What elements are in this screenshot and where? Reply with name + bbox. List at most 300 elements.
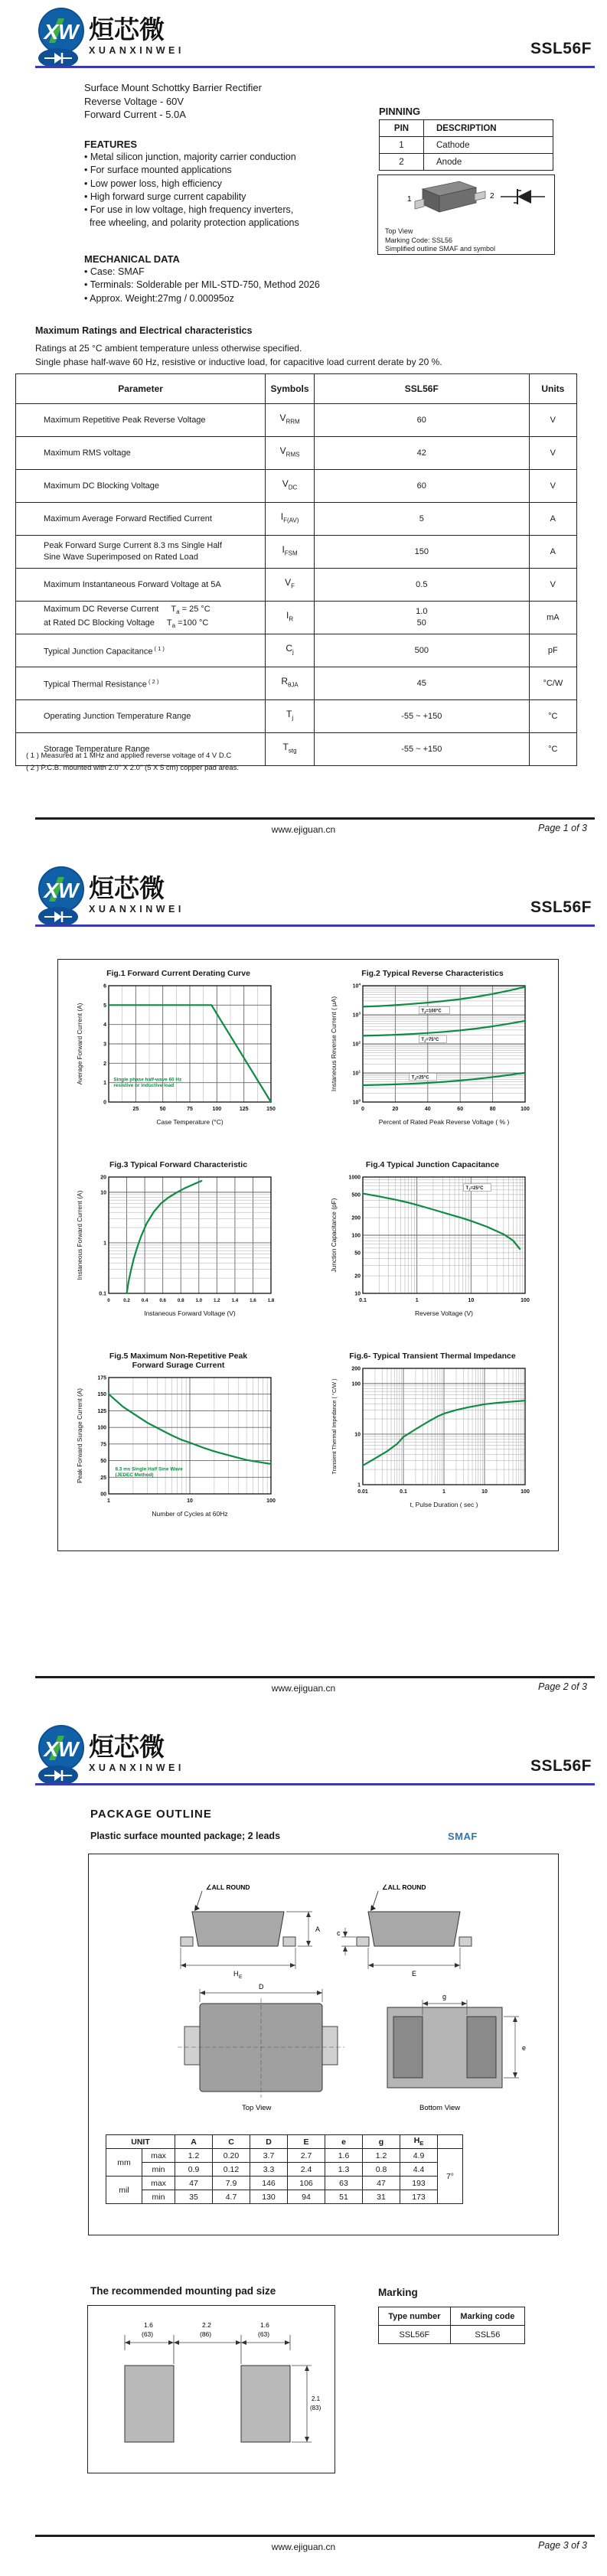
column-header: Symbols	[266, 374, 315, 404]
figure-plot	[329, 980, 536, 1127]
logo-en-text: XUANXINWEI	[89, 45, 184, 56]
minmax-cell: min	[142, 2190, 175, 2204]
table-row	[379, 2307, 525, 2326]
value-line: 60	[416, 481, 426, 491]
feature-item: • Metal silicon junction, majority carrier conduction	[84, 152, 296, 163]
dimension-value-cell: 1.2	[175, 2149, 213, 2163]
pin-cell: 1	[380, 137, 424, 154]
dimension-value-cell: 2.4	[288, 2163, 325, 2177]
description-cell: Anode	[424, 154, 553, 171]
column-header: Marking code	[450, 2307, 524, 2326]
dimension-value-cell: 0.8	[363, 2163, 400, 2177]
parameter-cell	[16, 634, 266, 667]
parameter-text: Operating Junction Temperature Range	[44, 711, 191, 721]
symbol-cell	[266, 700, 315, 733]
value-line: 500	[414, 645, 429, 655]
symbol-cell	[266, 569, 315, 602]
dimension-value-cell: 47	[175, 2177, 213, 2190]
svg-text:1: 1	[357, 1482, 361, 1489]
page-2	[0, 859, 607, 1717]
svg-text:3: 3	[103, 1042, 106, 1048]
symbol-cell	[266, 667, 315, 700]
logo-cn-text: 烜芯微	[89, 874, 165, 902]
svg-text:10: 10	[187, 1498, 193, 1504]
svg-text:0.1: 0.1	[400, 1489, 407, 1495]
svg-text:5: 5	[103, 1003, 106, 1009]
parameter-text: Typical Junction Capacitance	[44, 647, 153, 657]
svg-text:80: 80	[489, 1107, 496, 1112]
data-curve	[363, 986, 525, 1006]
parameter-text: Maximum Repetitive Peak Reverse Voltage	[44, 415, 206, 425]
figure-plot	[75, 1171, 282, 1318]
package-name: SMAF	[448, 1831, 478, 1842]
value-line: -55 ~ +150	[401, 711, 442, 721]
package-3d-icon	[415, 181, 485, 212]
symbol-text: $I_R$	[286, 610, 294, 623]
symbol-text: $V_{RRM}$	[279, 412, 300, 426]
pad-dim-value: 2.2	[202, 2321, 211, 2329]
parameter-text: Sine Wave Superimposed on Rated Load	[44, 553, 198, 562]
svg-text:50: 50	[354, 1251, 361, 1257]
package-outline-title: PACKAGE OUTLINE	[90, 1808, 212, 1821]
column-header: Type number	[379, 2307, 451, 2326]
parameter-cell	[16, 667, 266, 700]
svg-text:Peak Forward Surage Current (A: Peak Forward Surage Current (A)	[76, 1387, 83, 1484]
svg-text:60: 60	[457, 1107, 464, 1112]
chart-annotation: Single phase half-wave 60 Hz resistive or inductive load	[113, 1077, 182, 1089]
logo-graphic-icon	[35, 1723, 204, 1788]
figure-title	[329, 1352, 536, 1361]
company-logo	[35, 1723, 204, 1792]
subscript: RMS	[286, 451, 300, 458]
svg-text:1000: 1000	[348, 1175, 361, 1181]
all-round-label: ∠ALL ROUND	[206, 1883, 250, 1891]
figure-title	[329, 969, 536, 978]
mounting-pad-box	[87, 2305, 335, 2473]
unit-cell: V	[529, 569, 576, 602]
unit-cell: A	[529, 503, 576, 536]
svg-text:50: 50	[159, 1107, 166, 1112]
svg-text:6: 6	[103, 983, 106, 990]
svg-text:200: 200	[351, 1215, 361, 1221]
part-number: SSL56F	[530, 898, 592, 916]
symbol-text: $I_{F(AV)}$	[280, 511, 299, 524]
figure-fig1-forward-current-derating	[75, 969, 282, 1127]
dimensions-unit-table	[106, 2134, 463, 2204]
dim-e-label: e	[522, 2044, 527, 2052]
curve-label: $T_J=25^\circ C$	[465, 1185, 484, 1192]
symbol-cell	[266, 602, 315, 634]
svg-text:100: 100	[521, 1298, 530, 1303]
svg-text:50: 50	[100, 1459, 106, 1465]
condition-text: $T_a =100$ °C	[166, 618, 209, 630]
figure-plot	[329, 1362, 536, 1509]
feature-item: • For surface mounted applications	[84, 165, 232, 176]
features-title: FEATURES	[84, 139, 138, 150]
ratings-note: Single phase half-wave 60 Hz, resistive or inductive load, for capacitive load current derate by 20 %.	[35, 357, 442, 367]
svg-text:100: 100	[97, 1425, 106, 1431]
figure-title	[329, 1160, 536, 1169]
dimension-value-cell: 3.3	[250, 2163, 288, 2177]
description-cell: Cathode	[424, 137, 553, 154]
data-curve	[363, 1073, 525, 1085]
data-curve	[363, 1021, 525, 1036]
pin1-label: 1	[407, 195, 412, 204]
parameter-line	[44, 540, 262, 552]
svg-text:Instaneous Forward Voltage (V): Instaneous Forward Voltage (V)	[144, 1309, 236, 1317]
minmax-cell: max	[142, 2177, 175, 2190]
value-line: 5	[419, 514, 424, 523]
value-cell	[314, 700, 529, 733]
parameter-line	[44, 415, 262, 426]
value-line: 60	[416, 415, 426, 425]
svg-text:102: $10^2$	[352, 1040, 361, 1048]
value-cell	[314, 634, 529, 667]
svg-text:20: 20	[392, 1107, 399, 1112]
footer-website: www.ejiguan.cn	[271, 2542, 336, 2552]
curve-label: $T_J=25^\circ C$	[411, 1075, 429, 1081]
svg-text:0: 0	[107, 1298, 110, 1303]
bottom-view-caption: Bottom View	[419, 2104, 461, 2112]
parameter-line	[44, 676, 262, 691]
value-cell	[314, 733, 529, 766]
figure-title-line: Fig.1 Forward Current Derating Curve	[106, 969, 250, 978]
svg-text:100: 100	[212, 1107, 222, 1112]
subscript: RRM	[286, 418, 300, 426]
parameter-text: Maximum DC Blocking Voltage	[44, 481, 160, 491]
symbol-text: $V_{RMS}$	[279, 445, 300, 458]
value-line: 0.5	[416, 579, 428, 589]
dimension-value-cell: 1.3	[325, 2163, 363, 2177]
subscript: FSM	[284, 549, 298, 557]
fig4-typical-junction-capacitance	[329, 1171, 536, 1318]
svg-text:200: 200	[351, 1366, 361, 1372]
svg-text:125: 125	[239, 1107, 249, 1112]
svg-text:150: 150	[266, 1107, 276, 1112]
svg-text:1: 1	[107, 1498, 110, 1504]
svg-text:125: 125	[97, 1408, 106, 1414]
parameter-cell	[16, 470, 266, 503]
value-cell	[314, 470, 529, 503]
symbol-text: $C_j$	[286, 643, 294, 656]
figure-title	[75, 969, 282, 978]
symbol-text: $R_{\theta JA}$	[281, 676, 299, 689]
part-number: SSL56F	[530, 1757, 592, 1775]
dimension-value-cell: 4.4	[400, 2163, 438, 2177]
symbol-cell	[266, 503, 315, 536]
svg-text:10: 10	[481, 1489, 488, 1495]
symbol-cell	[266, 404, 315, 437]
dimension-value-cell: 1.6	[325, 2149, 363, 2163]
table-row	[16, 536, 577, 569]
svg-text:100: 100	[351, 1381, 361, 1387]
table-row	[16, 470, 577, 503]
subscript: a	[171, 622, 176, 630]
fig1-forward-current-derating	[75, 980, 282, 1127]
diode-symbol-icon	[501, 189, 545, 204]
symbol-text: $I_{FSM}$	[282, 544, 298, 557]
value-line: 50	[416, 618, 426, 628]
dimension-value-cell: 173	[400, 2190, 438, 2204]
fig6-transient-thermal-impedance	[329, 1362, 536, 1509]
dimension-value-cell: 7.9	[213, 2177, 250, 2190]
dimension-value-cell: 63	[325, 2177, 363, 2190]
table-row	[106, 2163, 463, 2177]
parameter-cell	[16, 536, 266, 569]
parameter-text: at Rated DC Blocking Voltage	[44, 618, 155, 628]
minmax-cell: min	[142, 2163, 175, 2177]
svg-text:1: 1	[415, 1298, 419, 1303]
svg-text:XW: XW	[44, 879, 79, 902]
symbol-cell	[266, 470, 315, 503]
page-1	[0, 0, 607, 859]
svg-text:00: 00	[100, 1492, 106, 1498]
table-row	[16, 700, 577, 733]
fig5-max-non-repetitive-surge	[75, 1371, 282, 1518]
svg-text:1.0: 1.0	[195, 1298, 203, 1303]
column-header: PIN	[380, 120, 424, 137]
dim-A-label: A	[315, 1925, 321, 1933]
svg-text:0.1: 0.1	[359, 1298, 367, 1303]
value-line: 42	[416, 448, 426, 458]
pin-cell: 2	[380, 154, 424, 171]
parameter-text: Maximum Instantaneous Forward Voltage at 5A	[44, 579, 221, 589]
svg-text:Junction Capacitance (pF): Junction Capacitance (pF)	[330, 1198, 338, 1273]
dimension-value-cell: 4.9	[400, 2149, 438, 2163]
svg-text:Average Forward Current (A): Average Forward Current (A)	[76, 1003, 83, 1085]
symbol-text: $T_j$	[286, 709, 294, 722]
package-caption-line: Top View	[385, 227, 413, 235]
feature-item: • For use in low voltage, high frequency inverters,	[84, 204, 294, 216]
chart-annotation: 8.3 ms Single Half Sine Wave (JEDEC Method)	[115, 1466, 183, 1479]
svg-text:Percent of Rated Peak Reverse: Percent of Rated Peak Reverse Voltage ( % )	[378, 1118, 510, 1126]
parameter-cell	[16, 437, 266, 470]
subscript: F	[291, 582, 295, 590]
svg-text:10: 10	[100, 1190, 106, 1196]
logo-en-text: XUANXINWEI	[89, 1762, 184, 1773]
mechanical-data-item: • Terminals: Solderable per MIL-STD-750, Method 2026	[84, 279, 320, 291]
value-cell	[314, 569, 529, 602]
svg-text:20: 20	[354, 1273, 361, 1280]
parameter-text: Storage Temperature Range	[44, 744, 150, 754]
parameter-line	[44, 552, 262, 563]
parameter-text: Maximum Average Forward Rectified Current	[44, 514, 212, 523]
figure-fig5-max-non-repetitive-surge	[75, 1352, 282, 1518]
unit-cell: °C	[529, 700, 576, 733]
footer-page-number: Page 3 of 3	[538, 2540, 587, 2551]
figure-plot	[75, 1371, 282, 1518]
dimension-value-cell: 31	[363, 2190, 400, 2204]
svg-text:25: 25	[132, 1107, 139, 1112]
dimension-value-cell: 0.9	[175, 2163, 213, 2177]
svg-text:20: 20	[100, 1175, 106, 1181]
svg-text:103: $10^3$	[352, 1011, 361, 1019]
figure-plot	[329, 1171, 536, 1318]
description-line: Reverse Voltage - 60V	[84, 95, 184, 107]
svg-text:100: 100	[266, 1498, 276, 1504]
unit-cell: V	[529, 404, 576, 437]
table-row	[16, 404, 577, 437]
table-row	[106, 2149, 463, 2163]
figure-title-line: Fig.2 Typical Reverse Characteristics	[361, 969, 504, 978]
logo-graphic-icon	[35, 865, 204, 929]
table-row	[106, 2135, 463, 2149]
table-row	[380, 154, 553, 171]
table-row	[16, 437, 577, 470]
all-round-label: ∠ALL ROUND	[382, 1883, 426, 1891]
figure-title	[75, 1160, 282, 1169]
dimension-value-cell: 0.20	[213, 2149, 250, 2163]
description-line: Forward Current - 5.0A	[84, 109, 186, 120]
svg-text:100: 100	[521, 1107, 530, 1112]
marking-title: Marking	[378, 2287, 418, 2298]
logo-cn-text: 烜芯微	[89, 15, 165, 44]
pad-dim-value: 1.6	[260, 2321, 269, 2329]
svg-text:1.8: 1.8	[267, 1298, 275, 1303]
subscript: θJA	[287, 681, 299, 689]
logo-cn-text: 烜芯微	[89, 1733, 165, 1761]
footnote-2: ( 2 ) P.C.B. mounted with 2.0" X 2.0" (5 X 5 cm) copper pad areas.	[26, 764, 239, 772]
theta-column-header	[438, 2135, 463, 2149]
unit-corner-header: UNIT	[106, 2135, 175, 2149]
company-logo	[35, 6, 204, 74]
dimension-value-cell: 130	[250, 2190, 288, 2204]
svg-text:10: 10	[468, 1298, 475, 1303]
dimension-value-cell: 94	[288, 2190, 325, 2204]
marking-cell: SSL56F	[379, 2326, 451, 2344]
curve-label: $T_J=75^\circ C$	[421, 1037, 439, 1043]
svg-text:500: 500	[351, 1192, 361, 1198]
footer-rule	[35, 1676, 595, 1678]
subscript: stg	[288, 747, 297, 755]
table-row	[16, 503, 577, 536]
svg-text:1.6: 1.6	[250, 1298, 256, 1303]
features-list	[84, 151, 299, 230]
mechanical-data-title: MECHANICAL DATA	[84, 253, 180, 265]
pad-dim-mil: (63)	[258, 2330, 270, 2338]
value-cell	[314, 503, 529, 536]
svg-text:Transient Thermal Impedance (: Transient Thermal Impedance ( °C/W )	[331, 1378, 338, 1475]
table-row	[380, 120, 553, 137]
svg-text:10: 10	[354, 1291, 361, 1297]
footer-page-number: Page 1 of 3	[538, 823, 587, 833]
dim-D-label: D	[259, 1983, 264, 1991]
ratings-note: Ratings at 25 °C ambient temperature unless otherwise specified.	[35, 343, 302, 354]
svg-text:0.6: 0.6	[159, 1298, 166, 1303]
footer-website: www.ejiguan.cn	[271, 824, 336, 835]
svg-text:t, Pulse Duration ( sec ): t, Pulse Duration ( sec )	[410, 1501, 478, 1508]
table-row	[106, 2190, 463, 2204]
dim-g-label: g	[442, 1993, 447, 2000]
company-logo	[35, 865, 204, 933]
subscript: j	[292, 714, 294, 722]
table-row	[16, 602, 577, 634]
parameter-line	[44, 579, 262, 591]
subscript: R	[289, 615, 294, 623]
symbol-cell	[266, 634, 315, 667]
value-cell	[314, 602, 529, 634]
unit-cell: °C/W	[529, 667, 576, 700]
figure-fig4-typical-junction-capacitance	[329, 1160, 536, 1318]
column-header: A	[175, 2135, 213, 2149]
symbol-cell	[266, 536, 315, 569]
column-header: g	[363, 2135, 400, 2149]
package-caption-line: Marking Code: SSL56	[385, 236, 453, 244]
svg-text:0.4: 0.4	[141, 1298, 148, 1303]
marking-table-wrap	[378, 2307, 525, 2344]
dimension-value-cell: 0.12	[213, 2163, 250, 2177]
unit-name-cell: mm	[106, 2149, 142, 2177]
table-row	[16, 374, 577, 404]
fig3-typical-forward-characteristic	[75, 1171, 282, 1318]
svg-text:0.2: 0.2	[123, 1298, 130, 1303]
features-section	[84, 138, 299, 230]
svg-text:Instaneous Forward Current (A: Instaneous Forward Current (A)	[76, 1190, 83, 1280]
dimension-value-cell: 106	[288, 2177, 325, 2190]
dimension-value-cell: 2.7	[288, 2149, 325, 2163]
footer-rule	[35, 817, 595, 820]
footnotes	[26, 750, 239, 774]
svg-text:150: 150	[97, 1392, 106, 1398]
curve-label: $T_J=100^\circ C$	[421, 1009, 442, 1014]
marking-table	[378, 2307, 525, 2344]
footnote-ref: ( 1 )	[152, 645, 165, 653]
parameter-text: Peak Forward Surge Current 8.3 ms Single Half	[44, 541, 222, 550]
dim-HE-sub-label: E	[239, 1974, 243, 1980]
data-curve	[127, 1181, 202, 1293]
svg-text:0: 0	[103, 1100, 106, 1106]
package-outline-drawing	[89, 1854, 556, 2130]
dim-E-label: E	[412, 1970, 417, 1978]
figure-title-line: Fig.4 Typical Junction Capacitance	[365, 1160, 500, 1169]
dimension-value-cell: 193	[400, 2177, 438, 2190]
footer-website: www.ejiguan.cn	[271, 1683, 336, 1694]
parameter-line	[44, 604, 262, 618]
dimension-value-cell: 51	[325, 2190, 363, 2204]
parameter-text: Maximum DC Reverse Current	[44, 604, 159, 614]
fig2-typical-reverse-characteristics	[329, 980, 536, 1127]
table-row	[16, 634, 577, 667]
table-row	[379, 2326, 525, 2344]
parameter-line	[44, 481, 262, 492]
package-caption	[378, 227, 554, 254]
svg-text:104: $10^4$	[352, 982, 361, 990]
pad-dim-height-mil: (83)	[310, 2405, 321, 2411]
subscript: DC	[288, 484, 298, 491]
svg-text:1: 1	[103, 1241, 106, 1247]
figure-title-line: Forward Surage Current	[132, 1361, 225, 1370]
dim-HE-label: H	[233, 1970, 239, 1978]
table-row	[16, 667, 577, 700]
figure-fig6-transient-thermal-impedance	[329, 1352, 536, 1518]
figure-title-line: Fig.6- Typical Transient Thermal Impedance	[349, 1352, 516, 1361]
svg-text:Reverse Voltage (V): Reverse Voltage (V)	[414, 1309, 474, 1317]
svg-text:100: 100	[351, 1233, 361, 1239]
svg-text:2: 2	[103, 1061, 106, 1067]
figure-title	[75, 1352, 282, 1370]
value-cell	[314, 536, 529, 569]
package-preview-graphic	[378, 175, 552, 223]
svg-text:75: 75	[187, 1107, 193, 1112]
column-header: SSL56F	[314, 374, 529, 404]
column-header: e	[325, 2135, 363, 2149]
parameter-cell	[16, 602, 266, 634]
pad-dim-mil: (63)	[142, 2330, 154, 2338]
svg-text:40: 40	[424, 1107, 431, 1112]
page-3	[0, 1717, 607, 2576]
parameter-line	[44, 643, 262, 658]
figures-grid	[58, 960, 558, 1518]
